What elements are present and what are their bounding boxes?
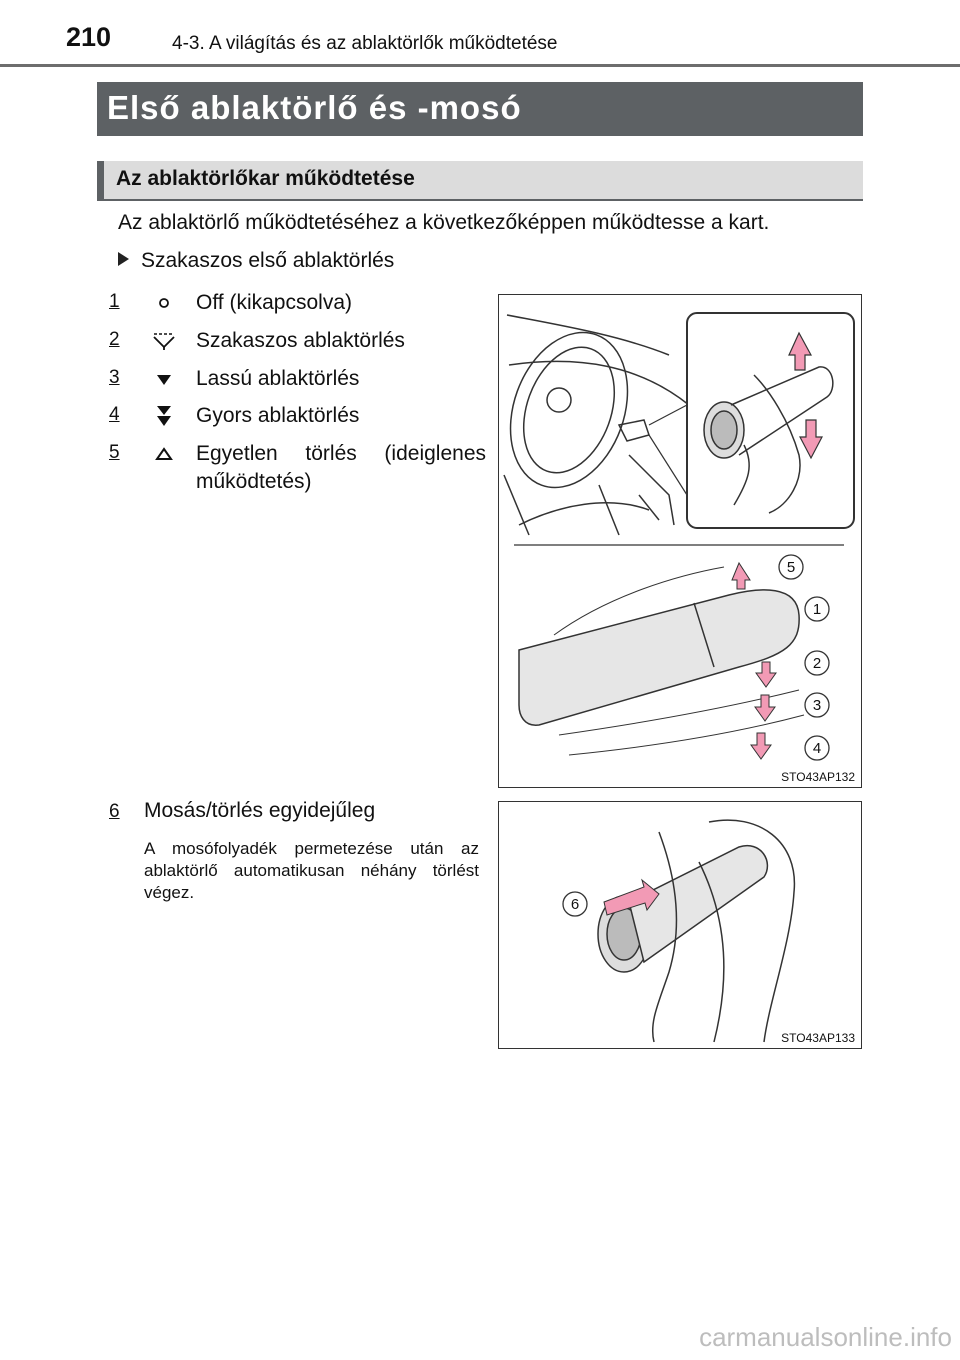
callout-label: 4 bbox=[812, 740, 822, 757]
item-label: Off (kikapcsolva) bbox=[196, 291, 352, 314]
up-triangle-outline-icon bbox=[151, 443, 177, 465]
callout-label: 3 bbox=[812, 697, 822, 714]
item-number: 3 bbox=[109, 367, 120, 388]
subtitle-bar bbox=[97, 161, 863, 199]
wiper-lever-illustration bbox=[499, 295, 860, 786]
item-number: 2 bbox=[109, 329, 120, 350]
note-text: A mosófolyadék permetezése után az ablaktörlő automatikusan néhány törlést végez. bbox=[144, 839, 479, 902]
page-title: Első ablaktörlő és -mosó bbox=[107, 89, 522, 126]
item-number: 5 bbox=[109, 442, 120, 463]
double-down-triangle-icon bbox=[151, 405, 177, 427]
item-number: 4 bbox=[109, 404, 120, 425]
item-label: Lassú ablaktörlés bbox=[196, 367, 360, 390]
callout-label: 1 bbox=[812, 601, 822, 618]
intro-text: Az ablaktörlő működtetéséhez a következőképpen működtesse a kart. bbox=[118, 211, 770, 234]
item-number: 6 bbox=[109, 801, 120, 822]
header-divider bbox=[0, 64, 960, 67]
watermark: carmanualsonline.info bbox=[699, 1322, 952, 1352]
item-number: 1 bbox=[109, 291, 120, 312]
page-number: 210 bbox=[66, 22, 112, 52]
bullet-arrow-icon bbox=[118, 252, 129, 266]
figure-code: STO43AP132 bbox=[781, 770, 855, 784]
item-label: Egyetlen törlés (ideiglenes működtetés) bbox=[196, 442, 486, 493]
callout-label: 5 bbox=[786, 559, 796, 576]
section-header: 4-3. A világítás és az ablaktörlők működtetése bbox=[172, 33, 558, 54]
bullet-text: Szakaszos első ablaktörlés bbox=[141, 249, 395, 272]
subtitle-divider bbox=[97, 199, 863, 201]
callout-label: 2 bbox=[812, 655, 822, 672]
washer-lever-illustration bbox=[499, 802, 860, 1047]
intermittent-wiper-icon bbox=[151, 330, 177, 352]
callout-label: 6 bbox=[570, 896, 580, 913]
figure-code: STO43AP133 bbox=[781, 1031, 855, 1045]
single-down-triangle-icon bbox=[151, 368, 177, 390]
off-circle-icon bbox=[151, 292, 177, 314]
item-label: Szakaszos ablaktörlés bbox=[196, 329, 405, 352]
item-label: Gyors ablaktörlés bbox=[196, 404, 360, 427]
washer-lever-figure bbox=[498, 801, 862, 1049]
item-label: Mosás/törlés egyidejűleg bbox=[144, 799, 376, 822]
wiper-lever-figure bbox=[498, 294, 862, 788]
title-bar bbox=[97, 82, 863, 136]
bullet-heading bbox=[118, 249, 394, 273]
subsection-title: Az ablaktörlőkar működtetése bbox=[116, 167, 415, 190]
